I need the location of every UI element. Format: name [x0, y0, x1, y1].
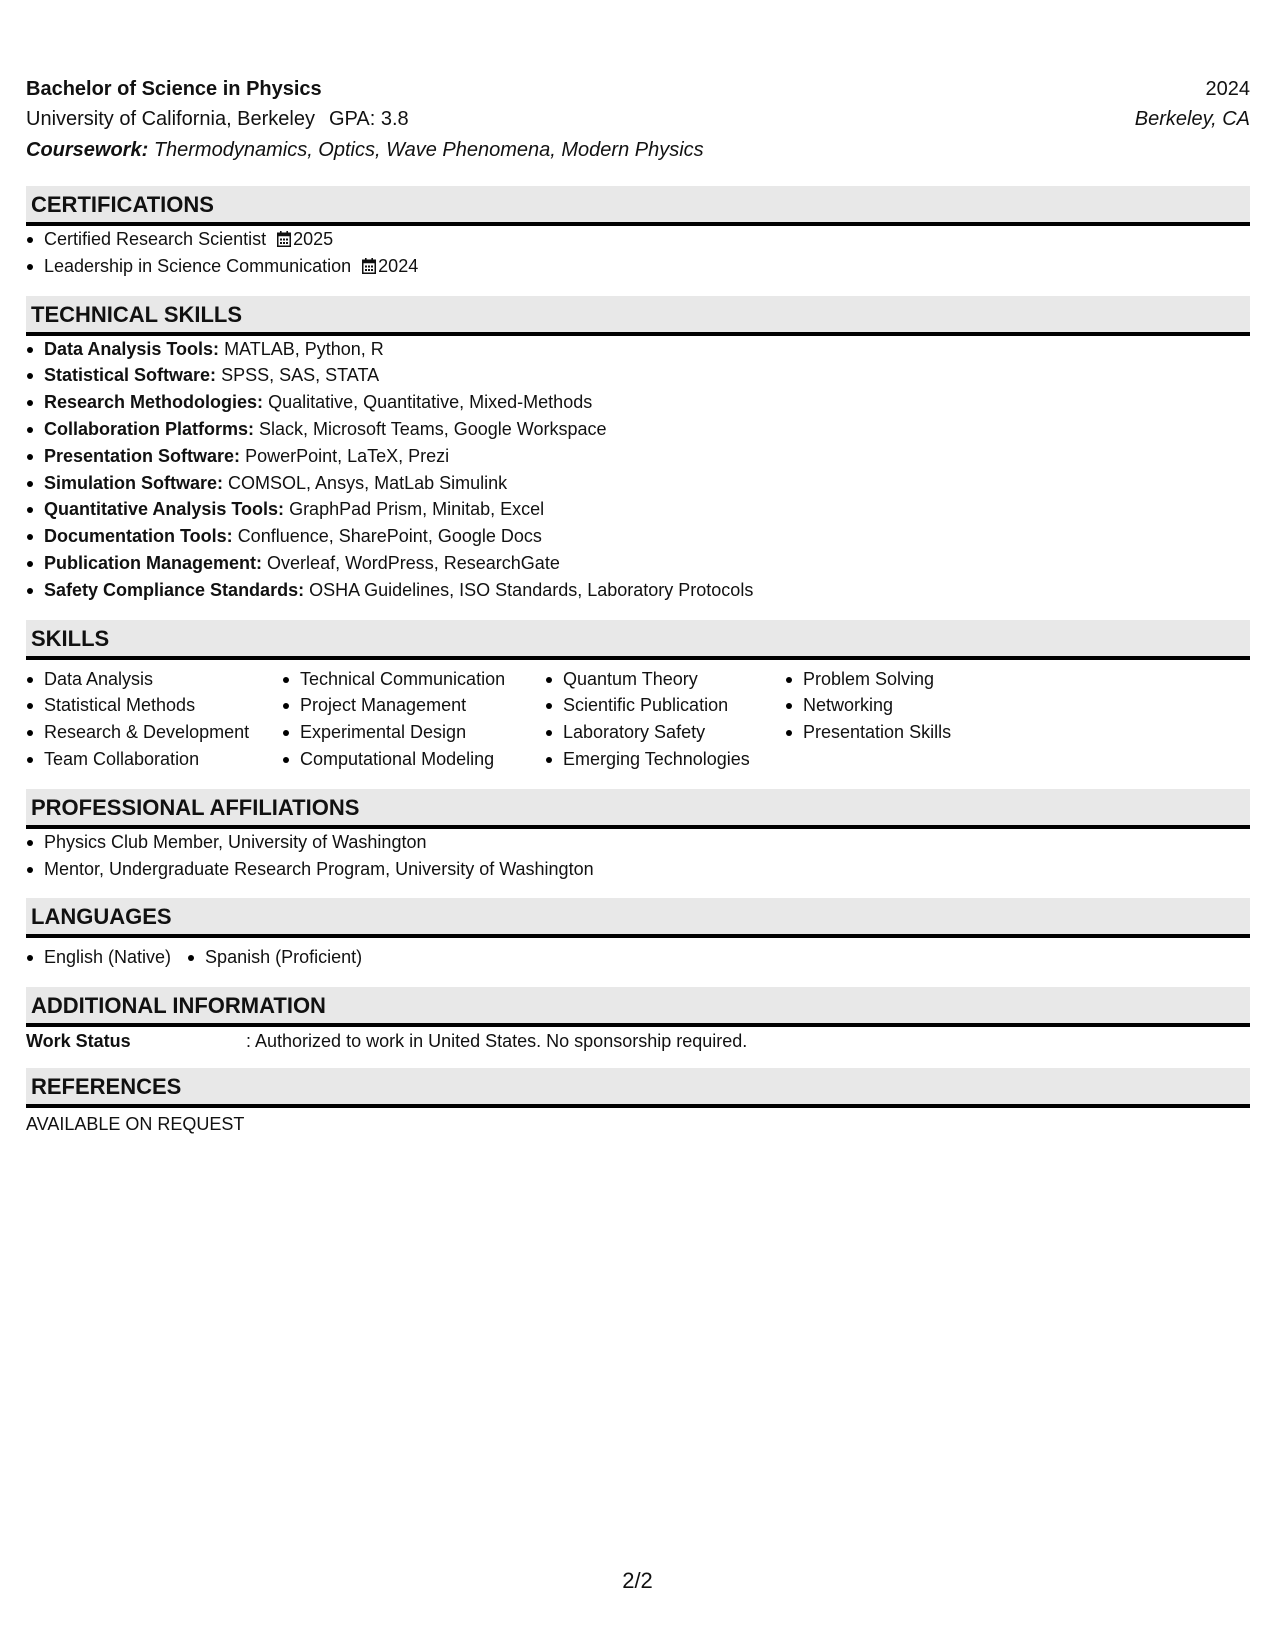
school-line: [26, 108, 409, 131]
list-item: Data Analysis: [26, 666, 282, 693]
technical-skills-list: [26, 336, 1250, 604]
skill-values: Confluence, SharePoint, Google Docs: [237, 526, 542, 547]
certifications-list: [26, 226, 1250, 280]
list-item: [26, 389, 1250, 416]
list-item: Experimental Design: [282, 719, 545, 746]
skill-values: Qualitative, Quantitative, Mixed-Methods: [268, 392, 593, 413]
list-item: Mentor, Undergraduate Research Program, University of Washington: [26, 856, 1250, 883]
list-item: [26, 550, 1250, 577]
list-item: Statistical Methods: [26, 692, 282, 719]
gpa: GPA: 3.8: [329, 108, 409, 130]
skill-values: MATLAB, Python, R: [224, 338, 384, 359]
list-item: [26, 226, 1250, 253]
references-section: [26, 1068, 1250, 1135]
list-item: Spanish (Proficient): [187, 944, 362, 971]
coursework-label: Coursework:: [26, 139, 149, 161]
section-heading-certifications: CERTIFICATIONS: [26, 186, 1250, 226]
work-status-value: : Authorized to work in United States. No sponsorship required.: [246, 1031, 748, 1052]
list-item: Problem Solving: [785, 666, 1025, 693]
list-item: [26, 416, 1250, 443]
skill-category: Research Methodologies:: [44, 392, 264, 413]
work-status-label: Work Status: [26, 1031, 131, 1052]
technical-skills-section: [26, 296, 1250, 604]
certifications-section: [26, 186, 1250, 280]
references-text: AVAILABLE ON REQUEST: [26, 1114, 245, 1135]
resume-page: [26, 78, 1250, 1135]
list-item: Laboratory Safety: [545, 719, 785, 746]
list-item: [26, 523, 1250, 550]
section-heading-references: REFERENCES: [26, 1068, 1250, 1108]
school-name: University of California, Berkeley: [26, 108, 315, 130]
skills-column: [785, 666, 1025, 773]
list-item: [26, 253, 1250, 280]
section-heading-technical-skills: TECHNICAL SKILLS: [26, 296, 1250, 336]
skill-category: Collaboration Platforms:: [44, 418, 255, 439]
list-item: Research & Development: [26, 719, 282, 746]
list-item: Physics Club Member, University of Washington: [26, 829, 1250, 856]
languages-row: [26, 938, 1250, 971]
certification-name: Certified Research Scientist: [44, 229, 267, 249]
list-item: Project Management: [282, 692, 545, 719]
skill-values: PowerPoint, LaTeX, Prezi: [245, 445, 450, 466]
certification-year: 2024: [378, 255, 419, 276]
calendar-icon: [362, 258, 376, 274]
list-item: Computational Modeling: [282, 746, 545, 773]
education-year: 2024: [1205, 78, 1250, 100]
certification-year: 2025: [293, 229, 334, 249]
languages-list: [26, 944, 378, 971]
list-item: Scientific Publication: [545, 692, 785, 719]
list-item: [26, 470, 1250, 497]
skill-category: Safety Compliance Standards:: [44, 579, 305, 600]
languages-section: [26, 898, 1250, 971]
education-location: Berkeley, CA: [1134, 108, 1250, 130]
skill-values: Slack, Microsoft Teams, Google Workspace: [259, 418, 607, 439]
list-item: Emerging Technologies: [545, 746, 785, 773]
coursework-line: [26, 139, 704, 162]
list-item: Presentation Skills: [785, 719, 1025, 746]
list-item: Team Collaboration: [26, 746, 282, 773]
list-item: [26, 496, 1250, 523]
skill-category: Presentation Software:: [44, 445, 241, 466]
list-item: [26, 336, 1250, 363]
section-heading-languages: LANGUAGES: [26, 898, 1250, 938]
list-item: Networking: [785, 692, 1025, 719]
skills-grid: [26, 660, 1250, 773]
affiliations-section: [26, 789, 1250, 883]
page-number: 2/2: [622, 1568, 653, 1593]
skill-values: OSHA Guidelines, ISO Standards, Laboratory Protocols: [309, 579, 754, 600]
skill-values: SPSS, SAS, STATA: [221, 365, 380, 386]
skill-values: COMSOL, Ansys, MatLab Simulink: [228, 472, 508, 493]
additional-info-section: [26, 987, 1250, 1052]
education-entry: [26, 78, 1250, 170]
certification-name: Leadership in Science Communication: [44, 255, 352, 276]
skills-column: [282, 666, 545, 773]
skills-section: [26, 620, 1250, 773]
skill-category: Simulation Software:: [44, 472, 224, 493]
list-item: [26, 443, 1250, 470]
skills-column: [545, 666, 785, 773]
list-item: Quantum Theory: [545, 666, 785, 693]
skills-column: [26, 666, 282, 773]
skill-category: Data Analysis Tools:: [44, 338, 220, 359]
degree-title: Bachelor of Science in Physics: [26, 78, 322, 100]
skill-category: Quantitative Analysis Tools:: [44, 499, 285, 520]
affiliations-list: [26, 829, 1250, 883]
list-item: English (Native): [26, 944, 171, 971]
skill-values: Overleaf, WordPress, ResearchGate: [267, 552, 560, 573]
skill-values: GraphPad Prism, Minitab, Excel: [289, 499, 545, 520]
skill-category: Publication Management:: [44, 552, 263, 573]
section-heading-additional-info: ADDITIONAL INFORMATION: [26, 987, 1250, 1027]
list-item: [26, 362, 1250, 389]
list-item: [26, 577, 1250, 604]
coursework-list: Thermodynamics, Optics, Wave Phenomena, Modern Physics: [153, 139, 704, 161]
skill-category: Statistical Software:: [44, 365, 217, 386]
list-item: Technical Communication: [282, 666, 545, 693]
work-status-row: [26, 1027, 1250, 1052]
section-heading-affiliations: PROFESSIONAL AFFILIATIONS: [26, 789, 1250, 829]
section-heading-skills: SKILLS: [26, 620, 1250, 660]
calendar-icon: [277, 231, 291, 247]
skill-category: Documentation Tools:: [44, 526, 233, 547]
